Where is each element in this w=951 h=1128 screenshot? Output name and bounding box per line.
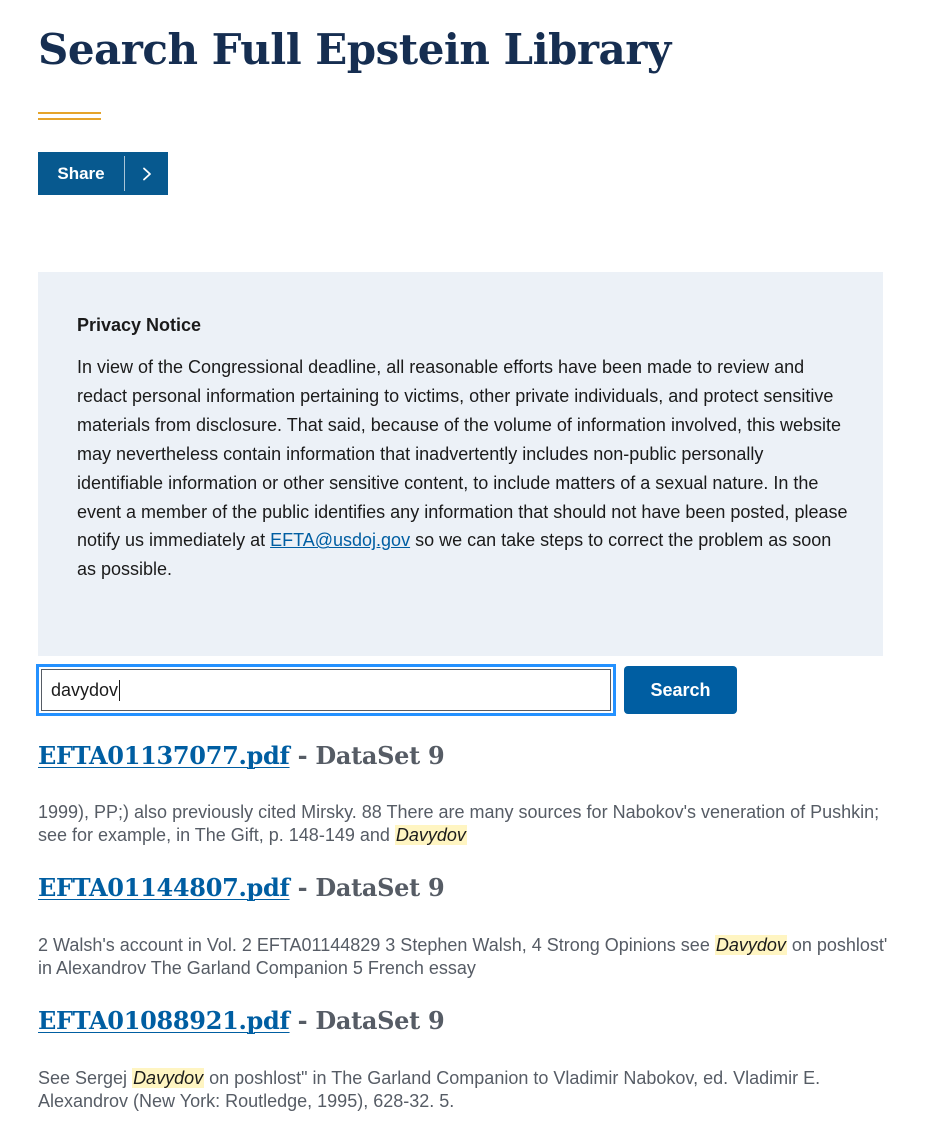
snippet-text: 1999), PP;) also previously cited Mirsky. 88 There are many sources for Nabokov's veneration of Pushkin; see for example, in The Gift, p. 148-149 and	[38, 802, 880, 845]
result-dataset: DataSet 9	[315, 741, 445, 770]
search-highlight: Davydov	[133, 1068, 204, 1088]
result-file-link[interactable]: EFTA01088921.pdf	[38, 1006, 290, 1035]
snippet-text: 2 Walsh's account in Vol. 2 EFTA01144829 3 Stephen Walsh, 4 Strong Opinions see	[38, 935, 715, 955]
search-input[interactable]	[36, 664, 616, 716]
result-snippet	[38, 1067, 898, 1113]
search-highlight: Davydov	[715, 935, 786, 955]
text-caret	[119, 680, 120, 701]
privacy-notice-title: Privacy Notice	[77, 315, 202, 335]
result-snippet	[38, 801, 898, 847]
result-separator: -	[289, 1006, 316, 1035]
result-dataset: DataSet 9	[315, 873, 445, 902]
result-heading	[38, 1006, 898, 1036]
result-heading	[38, 741, 898, 771]
search-highlight: Davydov	[395, 825, 466, 845]
page-title: Search Full Epstein Library	[38, 25, 671, 74]
result-heading	[38, 873, 898, 903]
privacy-notice-text-end: so we can take steps to correct the problem as soon as possible.	[77, 530, 832, 580]
chevron-right-icon	[125, 152, 168, 195]
privacy-notice	[38, 272, 883, 656]
result-separator: -	[289, 741, 316, 770]
privacy-notice-text: In view of the Congressional deadline, all reasonable efforts have been made to review and redact personal information pertaining to victims, other private individuals, and protect sensitive materials from disclosure. That said, because of the volume of information involved, this website may nevertheless contain information that inadvertently includes non-public personally identifiable information or other sensitive content, to include matters of a sexual nature. In the event a member of the public identifies any information that should not have been posted, please notify us immediately at	[77, 357, 848, 551]
result-snippet	[38, 934, 898, 980]
result-dataset: DataSet 9	[315, 1006, 445, 1035]
snippet-text-end: on poshlost' in Alexandrov The Garland Companion 5 French essay	[38, 935, 888, 978]
result-file-link[interactable]: EFTA01137077.pdf	[38, 741, 290, 770]
search-button[interactable]: Search	[624, 666, 737, 714]
snippet-text: See Sergej	[38, 1068, 133, 1088]
search-result	[38, 1006, 898, 1113]
search-input-field[interactable]	[41, 669, 611, 711]
share-button[interactable]	[38, 152, 168, 195]
share-button-label: Share	[38, 156, 125, 191]
title-accent-divider	[38, 112, 101, 120]
search-input-value: davydov	[51, 679, 119, 700]
snippet-text-end: on poshlost" in The Garland Companion to Vladimir Nabokov, ed. Vladimir E. Alexandrov (New York: Routledge, 1995), 628-32. 5.	[38, 1068, 821, 1111]
search-result	[38, 873, 898, 980]
privacy-notice-body	[77, 353, 852, 584]
email-link[interactable]: EFTA@usdoj.gov	[270, 530, 411, 551]
result-separator: -	[289, 873, 316, 902]
search-result	[38, 741, 898, 847]
result-file-link[interactable]: EFTA01144807.pdf	[38, 873, 290, 902]
